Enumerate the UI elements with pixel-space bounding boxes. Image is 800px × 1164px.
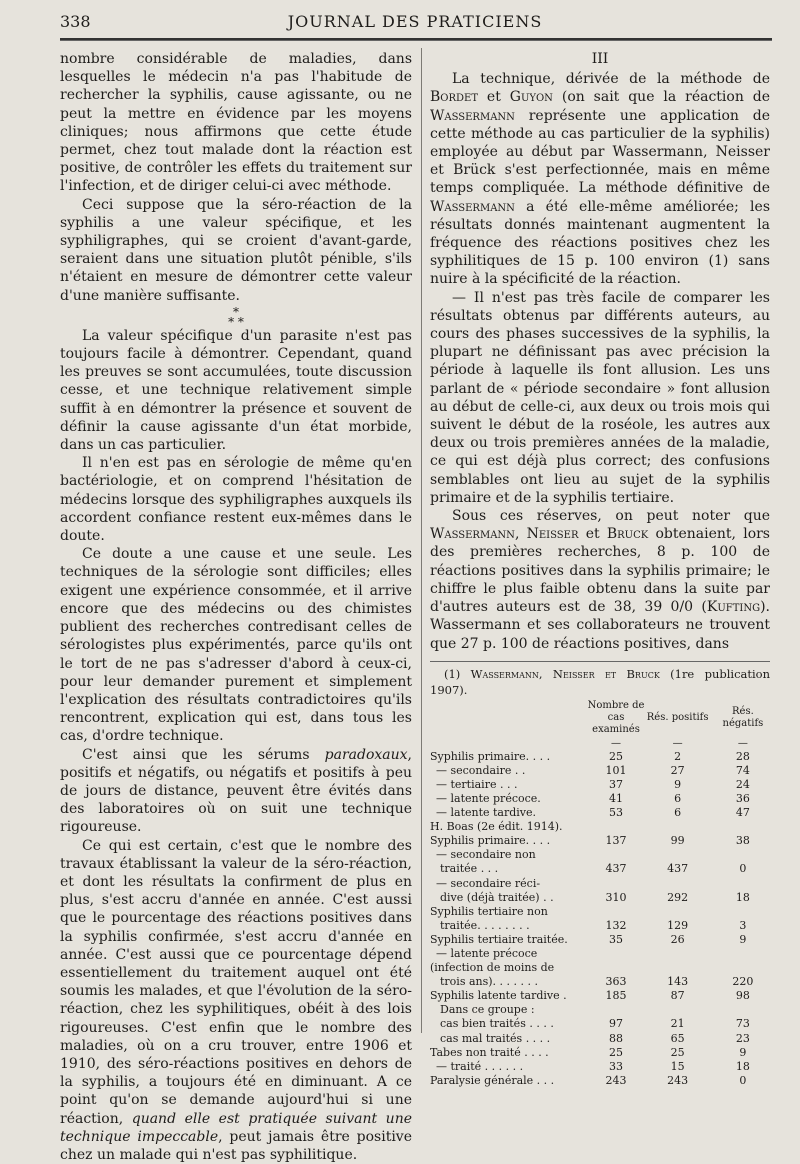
cases-cell: 37 bbox=[609, 777, 624, 791]
row-label: — traité . . . . . . bbox=[436, 1059, 524, 1073]
row-label: Paralysie générale . . . bbox=[430, 1073, 555, 1087]
cases-cell bbox=[588, 947, 645, 961]
text-run: , bbox=[514, 526, 527, 543]
paragraph bbox=[430, 70, 770, 288]
table-row bbox=[430, 778, 775, 792]
author-name: Wassermann bbox=[430, 198, 515, 215]
table-dash-row bbox=[430, 736, 775, 750]
table-row bbox=[430, 891, 775, 905]
table-row bbox=[430, 877, 775, 891]
italic-phrase: quand elle est pratiquée suivant une technique impeccable bbox=[60, 1110, 412, 1145]
row-label: H. Boas (2e édit. 1914). bbox=[430, 820, 563, 834]
positive-cell: 65 bbox=[670, 1031, 685, 1045]
italic-term: paradoxaux bbox=[324, 746, 408, 763]
author-name: Neisser bbox=[526, 526, 579, 543]
table-row bbox=[430, 1074, 775, 1088]
negative-cell: 38 bbox=[735, 834, 750, 848]
text-run: obtenaient, lors des premières recherches, 8 p. 100 de réactions positives dans la syphilis primaire; le chiffre le plus faible obtenu dans la suite par d'autres auteurs est de 38, 39 0/0 ( bbox=[430, 526, 770, 616]
row-label: — tertiaire . . . bbox=[436, 777, 518, 791]
positive-cell bbox=[644, 961, 710, 975]
section-number: III bbox=[591, 51, 609, 67]
dash-mark: — bbox=[737, 737, 748, 749]
cases-cell: 41 bbox=[609, 791, 624, 805]
text-run: C'est ainsi que les sérums bbox=[82, 746, 325, 763]
table-row bbox=[430, 1003, 775, 1017]
table-row bbox=[430, 1032, 775, 1046]
negative-cell: 73 bbox=[735, 1017, 750, 1031]
right-column bbox=[430, 50, 770, 1088]
negative-cell: 0 bbox=[739, 862, 747, 876]
row-label: Syphilis primaire. . . . bbox=[430, 749, 551, 763]
cases-cell: 97 bbox=[609, 1017, 624, 1031]
table-row bbox=[430, 989, 775, 1003]
negative-cell bbox=[711, 905, 775, 919]
header-rule bbox=[60, 38, 772, 41]
paragraph: nombre considérable de maladies, dans lesquelles le médecin n'a pas l'habitude de rechercher la syphilis, cause agissante, ou ne peut la mettre en évidence par les moyens cliniques; nous affirmons que cette étude permet, chez tout malade dont la réaction est positive, de contrôler les effets du traitement sur l'infection, et de diriger celui-ci avec méthode. bbox=[60, 51, 412, 195]
negative-cell: 18 bbox=[735, 890, 750, 904]
negative-cell bbox=[711, 961, 775, 975]
cases-cell bbox=[588, 877, 645, 891]
table-body bbox=[430, 750, 775, 1088]
negative-cell: 23 bbox=[735, 1031, 750, 1045]
row-label: — latente précoce bbox=[436, 947, 538, 961]
cases-cell: 25 bbox=[609, 1045, 624, 1059]
negative-cell: 28 bbox=[735, 749, 750, 763]
negative-cell bbox=[711, 877, 775, 891]
row-label: Syphilis tertiaire traitée. bbox=[430, 932, 568, 946]
positive-cell: 243 bbox=[667, 1073, 689, 1087]
paragraph bbox=[430, 507, 770, 653]
negative-cell: 18 bbox=[735, 1059, 750, 1073]
row-label: — latente précoce. bbox=[436, 791, 541, 805]
paragraph bbox=[60, 837, 412, 1164]
header-positive: Rés. positifs bbox=[646, 711, 709, 723]
paragraph: Ce doute a une cause et une seule. Les techniques de la sérologie sont difficiles; elles exigent une expérience consommée, et il arrive encore que des médecins ou des chimistes publient des recherches contredisant celles de sérologistes plus expérimentés, parce qu'ils ont le tort de ne pas s'adresser d'abord à ceux-ci, pour leur demander purement et simplement l'explication des résultats contradictoires qu'ils rencontrent, explication qui est, dans tous les cas, d'ordre technique. bbox=[60, 546, 412, 745]
positive-cell: 129 bbox=[667, 918, 689, 932]
column-divider bbox=[421, 48, 422, 1033]
row-label: — secondaire . . bbox=[436, 763, 526, 777]
row-label: — secondaire réci- bbox=[436, 876, 541, 890]
table-row bbox=[430, 820, 775, 834]
paragraph: — Il n'est pas très facile de comparer les résultats obtenus par différents auteurs, au cours des phases successives de la syphilis, la plupart ne définissant pas avec précision la période à laquelle ils font allusion. Les uns parlant de « période secondaire » font allusion au début de celle-ci, aux deux ou trois mois qui suivent le début de la roséole, les autres aux deux ou trois premières années de la maladie, ce qui est déjà plus correct; des confusions semblables ont lieu au sujet de la syphilis primaire et de la syphilis tertiaire. bbox=[430, 289, 770, 506]
row-label: (infection de moins de bbox=[430, 961, 555, 975]
text-run: , peut jamais être positive chez un malade qui n'est pas syphilitique. bbox=[60, 1128, 413, 1163]
positive-cell: 25 bbox=[670, 1045, 685, 1059]
row-label: dive (déjà traitée) . . bbox=[440, 890, 554, 904]
cases-cell: 88 bbox=[609, 1031, 624, 1045]
positive-cell: 15 bbox=[670, 1059, 685, 1073]
positive-cell bbox=[644, 947, 710, 961]
positive-cell: 9 bbox=[674, 777, 682, 791]
table-header-row bbox=[430, 698, 775, 736]
negative-cell bbox=[711, 820, 775, 834]
cases-cell bbox=[588, 820, 645, 834]
text-run: et bbox=[478, 89, 510, 106]
footnote-title bbox=[430, 666, 770, 698]
negative-cell: 98 bbox=[735, 989, 750, 1003]
cases-cell: 137 bbox=[605, 834, 627, 848]
table-row bbox=[430, 764, 775, 778]
row-label: traitée . . . bbox=[440, 862, 499, 876]
dash-mark: — bbox=[611, 737, 622, 749]
negative-cell: 0 bbox=[739, 1073, 747, 1087]
table-row bbox=[430, 792, 775, 806]
table-row bbox=[430, 848, 775, 862]
text-run: , positifs et négatifs, ou négatifs et positifs à peu de jours de distance, peuvent être évités dans des laboratoires où on suit une technique rigoureuse. bbox=[60, 746, 412, 836]
table-row bbox=[430, 834, 775, 848]
table-row bbox=[430, 1060, 775, 1074]
paragraph: Il n'en est pas en sérologie de même qu'en bactériologie, et on comprend l'hésitation de médecins lorsque des syphiligraphes auxquels ils accordent confiance restent eux-mêmes dans le doute. bbox=[60, 455, 412, 545]
row-label: Tabes non traité . . . . bbox=[430, 1045, 549, 1059]
cases-cell: 33 bbox=[609, 1059, 624, 1073]
negative-cell: 220 bbox=[732, 975, 754, 989]
paragraph: La valeur spécifique d'un parasite n'est pas toujours facile à démontrer. Cependant, quand les preuves se sont accumulées, toute discussion cesse, et une technique relativement simple suffit à en démontrer la présence et souvent de définir la cause agissante d'un état morbide, dans un cas particulier. bbox=[60, 327, 412, 454]
text-run: ). Wassermann et ses collaborateurs ne trouvent que 27 p. 100 de réactions positives, dans bbox=[430, 599, 770, 652]
author-name: Wassermann bbox=[430, 526, 515, 543]
cases-cell: 185 bbox=[605, 989, 627, 1003]
page-number: 338 bbox=[60, 12, 91, 31]
row-label: Syphilis tertiaire non bbox=[430, 904, 548, 918]
results-table bbox=[430, 698, 775, 1088]
table-row bbox=[430, 750, 775, 764]
footnote-rule bbox=[430, 661, 770, 662]
positive-cell: 27 bbox=[670, 763, 685, 777]
author-name: Bordet bbox=[430, 89, 479, 106]
positive-cell: 87 bbox=[670, 989, 685, 1003]
cases-cell: 132 bbox=[605, 918, 627, 932]
author-name: Guyon bbox=[509, 89, 553, 106]
text-run: Sous ces réserves, on peut noter que bbox=[452, 508, 770, 525]
positive-cell: 292 bbox=[667, 890, 689, 904]
negative-cell bbox=[711, 947, 775, 961]
header-cases: Nombre de cas examinés bbox=[587, 699, 645, 735]
table-row bbox=[430, 947, 775, 961]
positive-cell: 26 bbox=[670, 932, 685, 946]
row-label: cas mal traités . . . . bbox=[440, 1031, 551, 1045]
author-name: Kufting bbox=[706, 599, 761, 616]
positive-cell bbox=[644, 1003, 710, 1017]
cases-cell: 243 bbox=[605, 1073, 627, 1087]
table-row bbox=[430, 905, 775, 919]
author-names: Wassermann, Neisser et Bruck bbox=[470, 666, 660, 681]
positive-cell: 437 bbox=[667, 862, 689, 876]
header-negative: Rés. négatifs bbox=[722, 705, 764, 729]
row-label: Syphilis latente tardive . bbox=[430, 989, 567, 1003]
negative-cell: 9 bbox=[739, 932, 747, 946]
table-row bbox=[430, 975, 775, 989]
paragraph: Ceci suppose que la séro-réaction de la syphilis a une valeur spécifique, et les syphiligraphes, qui se croient d'avant-garde, seraient dans une situation plutôt pénible, s'ils n'étaient en mesure de démontrer cette valeur d'une manière suffisante. bbox=[60, 196, 412, 304]
row-label: cas bien traités . . . . bbox=[440, 1017, 554, 1031]
row-label: Dans ce groupe : bbox=[440, 1003, 535, 1017]
text-run: a été elle-même améliorée; les résultats donnés maintenant augmentent la fréquence des réactions positives chez les syphilitiques de 15 p. 100 environ (1) sans nuire à la spécificité de la réaction. bbox=[430, 198, 770, 288]
table-row bbox=[430, 862, 775, 876]
running-title: JOURNAL DES PRATICIENS bbox=[287, 12, 543, 31]
negative-cell: 9 bbox=[739, 1045, 747, 1059]
row-label: traitée. . . . . . . . bbox=[440, 918, 530, 932]
dash-spacer bbox=[430, 736, 588, 750]
author-name: Wassermann bbox=[430, 107, 515, 124]
positive-cell bbox=[644, 848, 710, 862]
table-row bbox=[430, 919, 775, 933]
text-run: représente une application de cette méthode au cas particulier de la syphilis) employée au début par Wassermann, Neisser et Brück s'est perfectionnée, mais en même temps compliquée. La méthode définitive de bbox=[430, 107, 770, 197]
positive-cell: 21 bbox=[670, 1017, 685, 1031]
positive-cell: 6 bbox=[674, 806, 682, 820]
cases-cell: 437 bbox=[605, 862, 627, 876]
cases-cell: 35 bbox=[609, 932, 624, 946]
negative-cell: 24 bbox=[735, 777, 750, 791]
positive-cell bbox=[644, 820, 710, 834]
author-name: Bruck bbox=[606, 526, 649, 543]
table-row bbox=[430, 1017, 775, 1031]
positive-cell: 6 bbox=[674, 791, 682, 805]
negative-cell: 47 bbox=[735, 806, 750, 820]
positive-cell bbox=[644, 905, 710, 919]
cases-cell: 25 bbox=[609, 749, 624, 763]
positive-cell: 143 bbox=[667, 975, 689, 989]
negative-cell bbox=[711, 848, 775, 862]
text-run: (on sait que la réaction de bbox=[552, 89, 771, 106]
table-row bbox=[430, 933, 775, 947]
negative-cell: 36 bbox=[735, 791, 750, 805]
left-column bbox=[60, 50, 412, 1164]
negative-cell: 74 bbox=[735, 763, 750, 777]
cases-cell bbox=[588, 905, 645, 919]
cases-cell bbox=[588, 848, 645, 862]
text-run: Ce qui est certain, c'est que le nombre des travaux établissant la valeur de la séro-réaction, et dont les résultats la confirment de plus en plus, s'est accru d'année en année. C'est aussi que le pourcentage des réactions positives dans la syphilis confirmée, s'est accru d'année en année. C'est aussi que ce pourcentage dépend essentiellement du traitement auquel ont été soumis les malades, et que l'évolution de la séro-réaction, chez les syphilitiques, obéit à des lois rigoureuses. C'est enfin que le nombre des maladies, où on a cru trouver, entre 1906 et 1910, des séro-réactions positives en dehors de la syphilis, a toujours été en diminuant. A ce point qu'on se demande aujourd'hui si une réaction, bbox=[60, 837, 412, 1127]
row-label: — latente tardive. bbox=[436, 806, 537, 820]
header-label-cell bbox=[430, 698, 588, 736]
cases-cell: 101 bbox=[605, 763, 627, 777]
negative-cell: 3 bbox=[739, 918, 747, 932]
table-row bbox=[430, 806, 775, 820]
table-row bbox=[430, 961, 775, 975]
cases-cell: 53 bbox=[609, 806, 624, 820]
negative-cell bbox=[711, 1003, 775, 1017]
positive-cell: 99 bbox=[670, 834, 685, 848]
cases-cell: 363 bbox=[605, 975, 627, 989]
cases-cell bbox=[588, 961, 645, 975]
row-label: Syphilis primaire. . . . bbox=[430, 834, 551, 848]
page-header bbox=[60, 8, 770, 34]
row-label: — secondaire non bbox=[436, 848, 536, 862]
text-run: et bbox=[578, 526, 607, 543]
positive-cell: 2 bbox=[674, 749, 682, 763]
text-run: (1re publication 1907). bbox=[430, 666, 770, 697]
cases-cell bbox=[588, 1003, 645, 1017]
paragraph bbox=[60, 746, 412, 837]
positive-cell bbox=[644, 877, 710, 891]
dash-mark: — bbox=[672, 737, 683, 749]
row-label: trois ans). . . . . . . bbox=[440, 975, 538, 989]
text-run: (1) bbox=[444, 666, 471, 681]
text-run: La technique, dérivée de la méthode de bbox=[452, 71, 770, 88]
cases-cell: 310 bbox=[605, 890, 627, 904]
asterism: * * * bbox=[228, 304, 244, 329]
